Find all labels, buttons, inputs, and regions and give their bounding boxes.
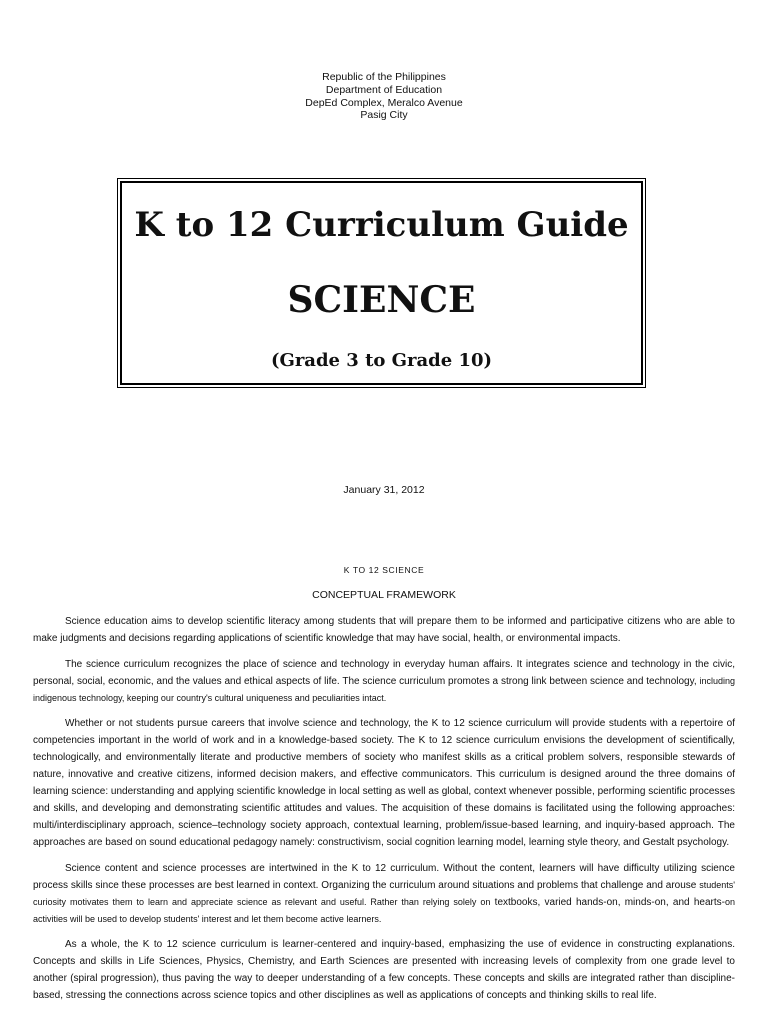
paragraph-4 bbox=[33, 860, 735, 928]
letterhead-country: Republic of the Philippines bbox=[322, 71, 446, 83]
section-heading: CONCEPTUAL FRAMEWORK bbox=[312, 589, 456, 601]
paragraph-4-text-narrow-2: on activities will be used to develop students' interest and let them become active learners. bbox=[33, 896, 735, 924]
subject-title: SCIENCE bbox=[287, 279, 476, 321]
paragraph-2-text-narrow: including indigenous technology, keeping our country's cultural uniqueness and peculiarities intact. bbox=[33, 675, 735, 703]
letterhead-department: Department of Education bbox=[325, 83, 443, 96]
letterhead-address: DepEd Complex, Meralco Avenue bbox=[305, 96, 463, 109]
paragraph-3: Whether or not students pursue careers that involve science and technology, the K to 12 science curriculum will provide students with a repertoire of competencies important in the world of work and in a knowledge-based society. The K to 12 science curriculum envisions the development of scientifically, technologically, and environmentally literate and productive members of society who manifest skills as a critical problem solvers, responsible stewards of nature, innovative and creative citizens, informed decision makers, and effective communicators. This curriculum is designed around the three domains of learning science: understanding and applying scientific knowledge in local setting as well as global, context whenever possible, performing scientific processes and skills, and developing and demonstrating scientific attitudes and values. The acquisition of these domains is facilitated using the following approaches: multi/interdisciplinary approach, science–technology society approach, contextual learning, problem/issue-based learning, and inquiry-based approach. The approaches are based on sound educational pedagogy namely: constructivism, social cognition learning model, learning style theory, and Gestalt psychology. bbox=[33, 718, 735, 848]
document-title: K to 12 Curriculum Guide bbox=[134, 205, 629, 245]
letterhead bbox=[0, 71, 768, 122]
paragraph-5: As a whole, the K to 12 science curriculum is learner-centered and inquiry-based, emphasizing the use of evidence in constructing explanations. Concepts and skills in Life Sciences, Physics, Chemistry, and Earth Sciences are presented with increasing levels of complexity from one grade level to another (spiral progression), thus paving the way to deeper understanding of a few concepts. These concepts and skills are integrated rather than discipline-based, stressing the connections across science topics and other disciplines as well as applications of concepts and thinking skills to real life. bbox=[33, 939, 735, 1001]
paragraph-4-text: Science content and science processes are intertwined in the K to 12 curriculum. Without the content, learners will have difficulty utilizing science process skills since these processes are best learned in context. Organizing the curriculum around situations and problems that challenge and arouse bbox=[33, 862, 735, 891]
title-box bbox=[120, 181, 643, 385]
letterhead-city: Pasig City bbox=[360, 109, 408, 122]
paragraph-2 bbox=[33, 656, 735, 707]
section-label: K TO 12 SCIENCE bbox=[343, 565, 425, 575]
paragraph-2-text: The science curriculum recognizes the place of science and technology in everyday human affairs. It integrates science and technology in the civic, personal, social, economic, and the values and ethical aspects of life. The science curriculum promotes a strong link between science and technology, bbox=[33, 658, 735, 687]
paragraph-4-text-narrow: students' curiosity motivates them to learn and appreciate science as relevant and useful. Rather than relying solely on bbox=[33, 879, 735, 907]
paragraph-4-text-2: textbooks, varied hands-on, minds-on, and hearts- bbox=[490, 896, 725, 908]
paragraph-1: Science education aims to develop scientific literacy among students that will prepare them to be informed and participative citizens who are able to make judgments and decisions regarding applications of scientific knowledge that may have social, health, or environmental impacts. bbox=[33, 616, 735, 644]
body-text bbox=[33, 613, 735, 1013]
document-date: January 31, 2012 bbox=[343, 484, 425, 496]
grade-range: (Grade 3 to Grade 10) bbox=[270, 350, 493, 371]
